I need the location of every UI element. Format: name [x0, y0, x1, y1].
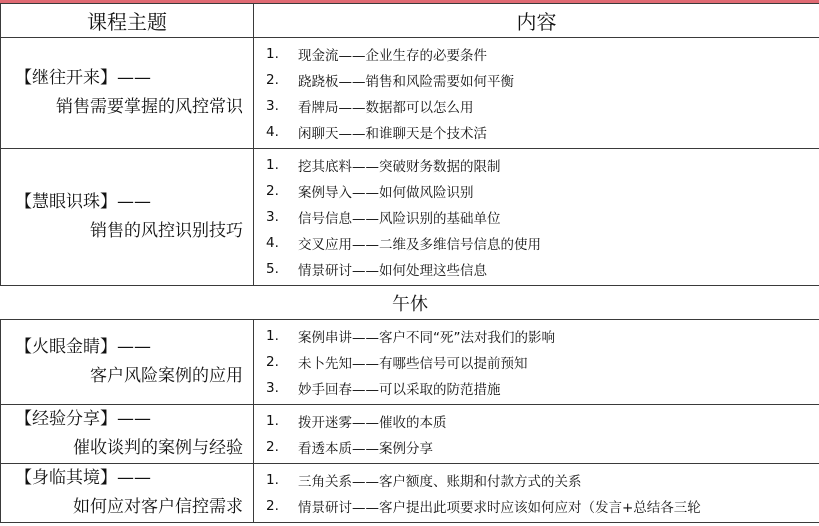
topic-title: 【继往开来】——: [15, 68, 151, 88]
list-item: 2. 看透本质——案例分享: [266, 439, 433, 457]
content-cell: [254, 149, 819, 286]
topic-cell: [1, 320, 254, 405]
header-row: [1, 4, 819, 38]
header-topic: 课程主题: [1, 4, 254, 38]
topic-cell: [1, 38, 254, 149]
topic-cell: [1, 149, 254, 286]
list-item: 2. 案例导入——如何做风险识别: [266, 183, 474, 201]
list-item: 4. 交叉应用——二维及多维信号信息的使用: [266, 235, 541, 253]
course-table: [0, 3, 819, 523]
section-row: [1, 38, 819, 149]
list-item: 1. 案例串讲——客户不同“死”法对我们的影响: [266, 328, 555, 346]
content-cell: [254, 320, 819, 405]
lunch-row: [1, 286, 819, 320]
topic-subtitle: 销售的风控识别技巧: [90, 221, 243, 241]
item-list: [254, 323, 819, 401]
list-item: 1. 三角关系——客户额度、账期和付款方式的关系: [266, 472, 582, 490]
header-content: 内容: [254, 4, 819, 38]
topic-cell: [1, 405, 254, 464]
list-item: 2. 未卜先知——有哪些信号可以提前预知: [266, 354, 528, 372]
section-row: [1, 320, 819, 405]
item-list: [254, 152, 819, 282]
topic-title: 【火眼金睛】——: [15, 337, 151, 357]
list-item: 2. 情景研讨——客户提出此项要求时应该如何应对（发言+总结各三轮: [266, 498, 701, 516]
content-cell: [254, 405, 819, 464]
item-list: [254, 41, 819, 145]
section-row: [1, 149, 819, 286]
topic-subtitle: 如何应对客户信控需求: [73, 497, 243, 517]
topic-subtitle: 客户风险案例的应用: [90, 366, 243, 386]
topic-title: 【经验分享】——: [15, 409, 151, 429]
topic-title: 【慧眼识珠】——: [15, 192, 151, 212]
lunch-label: 午休: [1, 286, 819, 320]
topic-cell: [1, 464, 254, 523]
topic-subtitle: 销售需要掌握的风控常识: [56, 97, 243, 117]
list-item: 1. 现金流——企业生存的必要条件: [266, 46, 487, 64]
item-list: [254, 467, 819, 519]
section-row: [1, 464, 819, 523]
list-item: 1. 挖其底料——突破财务数据的限制: [266, 157, 501, 175]
list-item: 5. 情景研讨——如何处理这些信息: [266, 261, 487, 279]
topic-title: 【身临其境】——: [15, 468, 151, 488]
list-item: 2. 跷跷板——销售和风险需要如何平衡: [266, 72, 514, 90]
section-row: [1, 405, 819, 464]
item-list: [254, 408, 819, 460]
list-item: 3. 信号信息——风险识别的基础单位: [266, 209, 501, 227]
list-item: 1. 拨开迷雾——催收的本质: [266, 413, 447, 431]
topic-subtitle: 催收谈判的案例与经验: [73, 438, 243, 458]
list-item: 3. 看牌局——数据都可以怎么用: [266, 98, 474, 116]
content-cell: [254, 38, 819, 149]
list-item: 3. 妙手回春——可以采取的防范措施: [266, 380, 501, 398]
list-item: 4. 闲聊天——和谁聊天是个技术活: [266, 124, 487, 142]
content-cell: [254, 464, 819, 523]
